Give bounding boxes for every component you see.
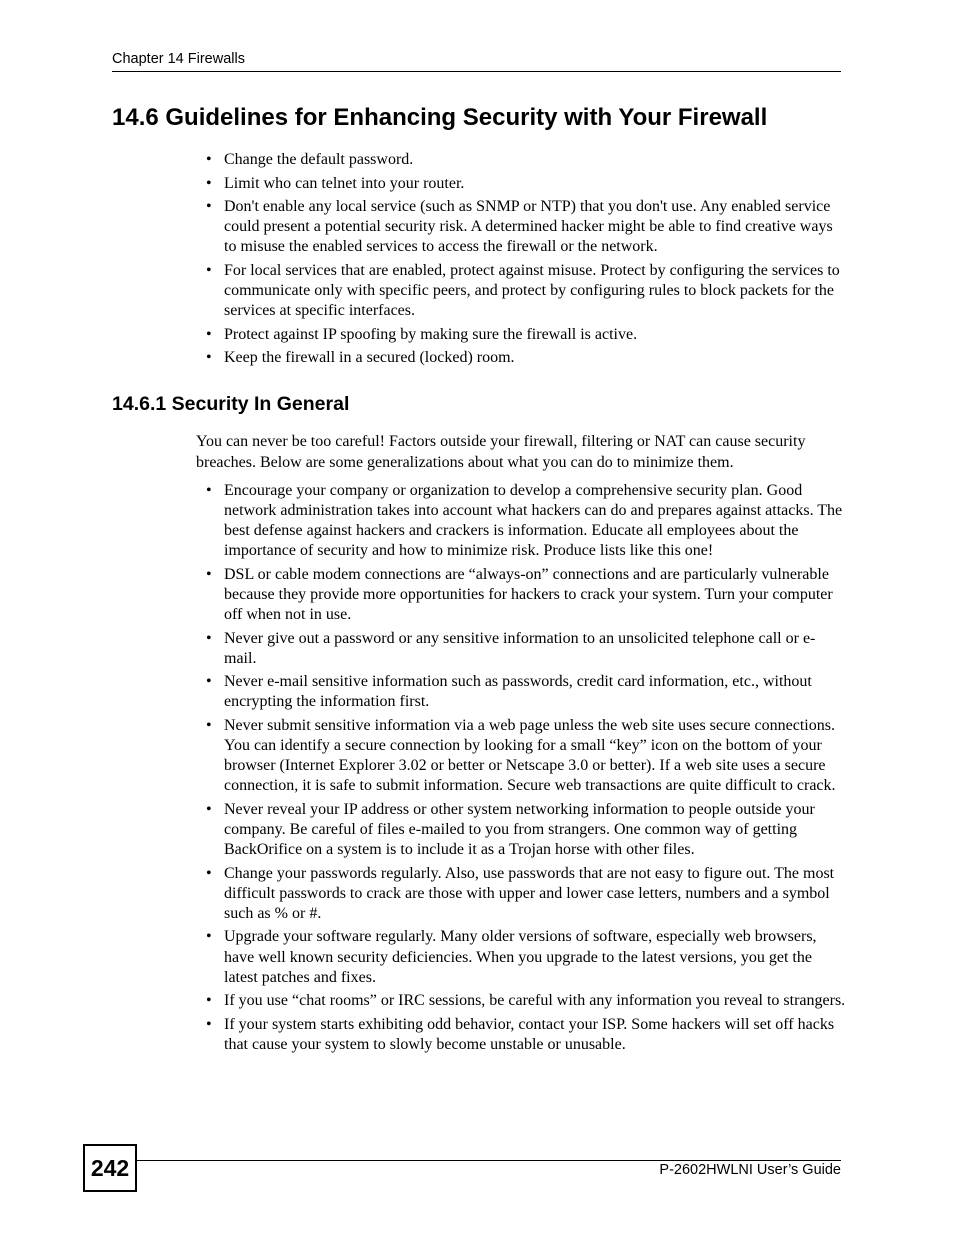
list-item-text: Never e-mail sensitive information such as passwords, credit card information, etc., without encrypting the information first. (224, 673, 812, 711)
list-item-text: If you use “chat rooms” or IRC sessions, be careful with any information you reveal to strangers. (224, 992, 846, 1010)
bullet-icon: • (206, 1015, 212, 1033)
section-title: 14.6 Guidelines for Enhancing Security with Your Firewall (112, 104, 768, 131)
list-item (206, 927, 846, 987)
bullet-icon: • (206, 174, 212, 192)
list-item-text: Change your passwords regularly. Also, use passwords that are not easy to figure out. The most difficult passwords to crack are those with upper and lower case letters, numbers and a symbol such as % or #. (224, 864, 835, 922)
list-item-text: Protect against IP spoofing by making sure the firewall is active. (224, 325, 638, 343)
list-item (206, 672, 846, 712)
page-number: 242 (90, 1154, 130, 1181)
list-item (206, 348, 846, 368)
list-item (206, 150, 846, 170)
list-item (206, 197, 846, 257)
footer-rule (137, 1160, 841, 1161)
list-item-text: Keep the firewall in a secured (locked) room. (224, 349, 515, 367)
bullet-icon: • (206, 629, 212, 647)
list-item (206, 800, 846, 860)
bullet-icon: • (206, 349, 212, 367)
list-item-text: If your system starts exhibiting odd behavior, contact your ISP. Some hackers will set off hacks that cause your system to slowly become unstable or unusable. (224, 1015, 835, 1053)
security-tips-list (206, 481, 846, 1059)
bullet-icon: • (206, 864, 212, 882)
list-item-text: Never submit sensitive information via a web page unless the web site uses secure connections. You can identify a secure connection by looking for a small “key” icon on the bottom of your browser (Internet Explorer 3.02 or better or Netscape 3.0 or better). If a web site uses a secure connection, it is safe to submit information. Secure web transactions are quite difficult to crack. (224, 717, 836, 795)
list-item-text: Change the default password. (224, 151, 414, 168)
list-item-text: Encourage your company or organization to develop a comprehensive security plan. Good network administration takes into account what hackers can do and prepares against attacks. The best defense against hackers and crackers is information. Educate all employees about the importance of security and how to minimize risk. Produce lists like this one! (224, 482, 843, 560)
list-item-text: For local services that are enabled, protect against misuse. Protect by configuring the services to communicate only with specific peers, and protect by configuring rules to block packets for the services at specific interfaces. (224, 261, 840, 320)
bullet-icon: • (206, 673, 212, 691)
bullet-icon: • (206, 565, 212, 583)
bullet-icon: • (206, 992, 212, 1010)
list-item (206, 716, 846, 796)
page-number-box (83, 1144, 137, 1192)
list-item (206, 174, 846, 194)
subsection-title: 14.6.1 Security In General (112, 393, 350, 415)
bullet-icon: • (206, 198, 212, 216)
bullet-icon: • (206, 800, 212, 818)
list-item-text: Limit who can telnet into your router. (224, 174, 465, 192)
list-item (206, 261, 846, 321)
list-item (206, 629, 846, 669)
subsection-intro: You can never be too careful! Factors outside your firewall, filtering or NAT can cause security breaches. Below are some generalizations about what you can do to minimize them. (196, 433, 806, 471)
list-item (206, 481, 846, 561)
header-rule (112, 71, 841, 72)
bullet-icon: • (206, 325, 212, 343)
bullet-icon: • (206, 261, 212, 279)
list-item (206, 864, 846, 924)
list-item (206, 1015, 846, 1055)
footer-guide-title: P-2602HWLNI User’s Guide (659, 1162, 841, 1178)
list-item (206, 991, 846, 1011)
list-item (206, 325, 846, 345)
list-item-text: DSL or cable modem connections are “always-on” connections and are particularly vulnerable because they provide more opportunities for hackers to crack your system. Turn your computer off when not in use. (224, 565, 833, 624)
guideline-list (206, 150, 846, 372)
bullet-icon: • (206, 482, 212, 499)
bullet-icon: • (206, 717, 212, 735)
list-item-text: Upgrade your software regularly. Many older versions of software, especially web browsers, have well known security deficiencies. When you upgrade to the latest versions, you get the latest patches and fixes. (224, 928, 817, 986)
list-item-text: Never give out a password or any sensitive information to an unsolicited telephone call or e-mail. (224, 629, 816, 667)
bullet-icon: • (206, 151, 212, 168)
bullet-icon: • (206, 928, 212, 946)
list-item-text: Never reveal your IP address or other system networking information to people outside your company. Be careful of files e-mailed to you from strangers. One common way of getting BackOrifice on a system is to include it as a Trojan horse with other files. (224, 800, 815, 859)
list-item (206, 565, 846, 625)
running-header: Chapter 14 Firewalls (112, 51, 245, 67)
list-item-text: Don't enable any local service (such as SNMP or NTP) that you don't use. Any enabled service could present a potential security risk. A determined hacker might be able to find creative ways to misuse the enabled services to access the firewall or the network. (224, 198, 833, 256)
